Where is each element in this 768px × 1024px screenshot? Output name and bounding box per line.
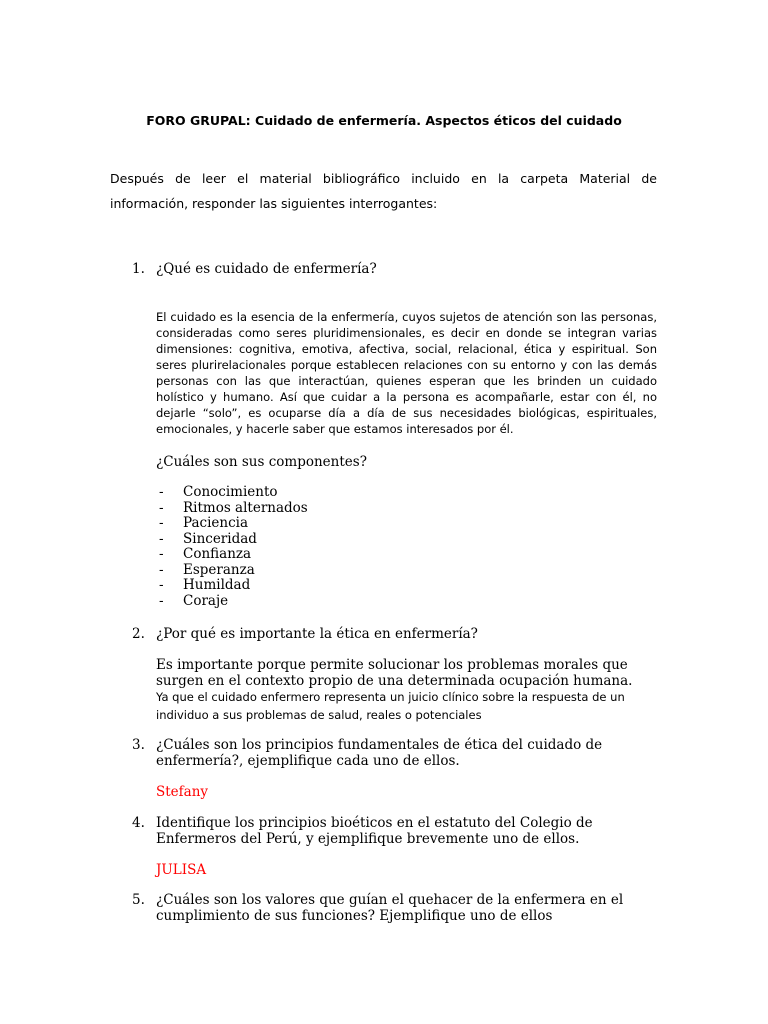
- question-5-number: 5.: [132, 892, 145, 908]
- question-4-assignee: JULISA: [156, 862, 207, 878]
- list-item: - Ritmos alternados: [159, 499, 308, 516]
- question-5-text: ¿Cuáles son los valores que guían el quehacer de la enfermera en el cumplimiento de sus funciones? Ejemplifique uno de ellos: [156, 892, 624, 924]
- components-question: ¿Cuáles son sus componentes?: [156, 454, 367, 470]
- list-item: - Paciencia: [159, 515, 249, 531]
- question-2-text: ¿Por qué es importante la ética en enfermería?: [156, 626, 478, 642]
- question-3-number: 3.: [132, 737, 145, 753]
- list-item: - Esperanza: [159, 561, 255, 578]
- question-2-number: 2.: [132, 626, 145, 642]
- question-4-number: 4.: [132, 815, 145, 831]
- question-1-text: ¿Qué es cuidado de enfermería?: [156, 261, 377, 277]
- list-item: - Sinceridad: [159, 530, 257, 547]
- list-item: - Coraje: [159, 592, 229, 609]
- answer-2-detail: Ya que el cuidado enfermero representa un juicio clínico sobre la respuesta de un individuo a sus problemas de salud, reales o potenciales: [156, 690, 625, 722]
- answer-2-line-1: Es importante porque permite solucionar los problemas morales que: [156, 657, 628, 673]
- intro-paragraph: Después de leer el material bibliográfico incluido en la carpeta Material de información, responder las siguientes interrogantes:: [110, 171, 657, 211]
- question-3-text: ¿Cuáles son los principios fundamentales de ética del cuidado de enfermería?, ejemplifique cada uno de ellos.: [156, 737, 603, 769]
- question-4-text: Identifique los principios bioéticos en el estatuto del Colegio de Enfermeros del Perú, y ejemplifique brevemente uno de ellos.: [156, 815, 593, 847]
- list-item: - Humildad: [159, 577, 251, 593]
- answer-2-line-2: surgen en el contexto propio de una determinada ocupación humana.: [156, 673, 633, 689]
- document-title: FORO GRUPAL: Cuidado de enfermería. Aspectos éticos del cuidado: [146, 113, 622, 128]
- question-1-number: 1.: [132, 261, 145, 277]
- components-list: [157, 485, 308, 609]
- answer-1: El cuidado es la esencia de la enfermería, cuyos sujetos de atención son las personas, consideradas como seres pluridimensionales, es decir en donde se integran varias dimensiones: cognitiva, emotiva, afectiva, social, relacional, ética y espiritual. Son seres plurirelacionales porque establecen relaciones con su entorno y con las demás personas con las que interactúan, quienes esperan que les brinden un cuidado holístico y humano. Así que cuidar a la persona es acompañarle, estar con él, no dejarle “solo”, es ocuparse día a día de sus necesidades biológicas, espirituales, emocionales, y hacerle saber que estamos interesados por él.: [156, 310, 657, 436]
- question-3-assignee: Stefany: [156, 784, 209, 800]
- list-item: - Confianza: [159, 546, 252, 562]
- list-item: - Conocimiento: [159, 484, 278, 500]
